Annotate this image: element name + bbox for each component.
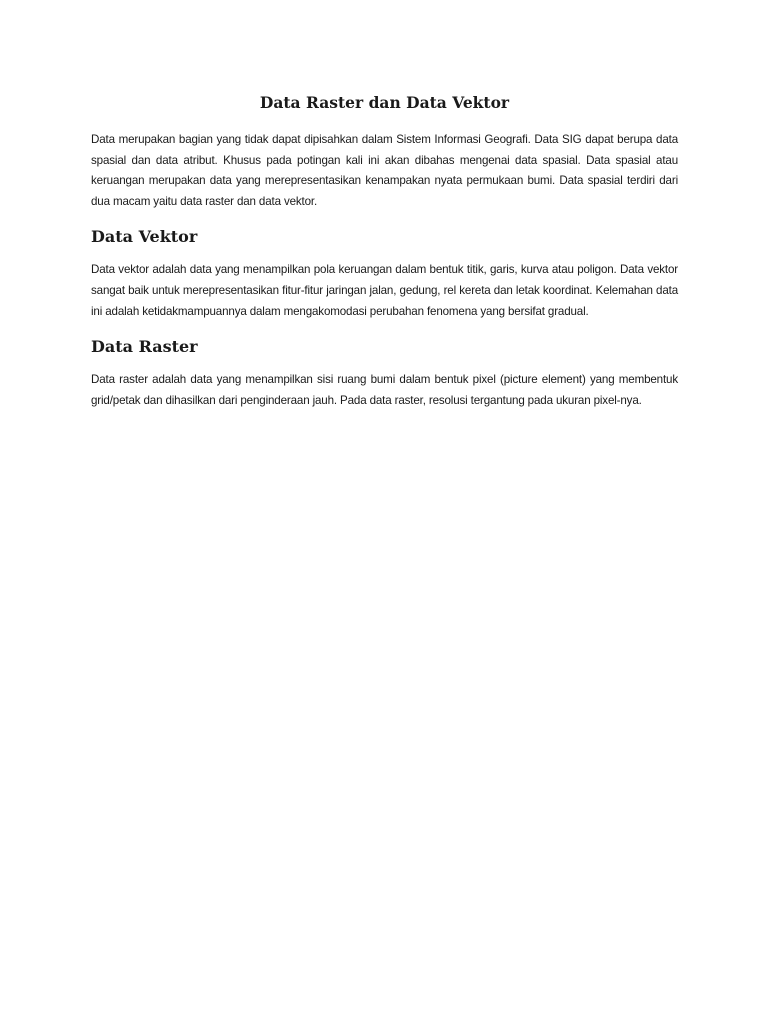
intro-paragraph: Data merupakan bagian yang tidak dapat dipisahkan dalam Sistem Informasi Geografi. Data SIG dapat berupa data spasial dan data atribut. Khusus pada potingan kali ini akan dibahas mengenai data spasial. Data spasial atau keruangan merupakan data yang merepresentasikan kenampakan nyata permukaan bumi. Data spasial terdiri dari dua macam yaitu data raster dan data vektor. <box>91 133 678 208</box>
section-heading-data-raster: Data Raster <box>91 337 198 357</box>
section-heading-data-vektor: Data Vektor <box>91 227 198 247</box>
section-body-data-raster: Data raster adalah data yang menampilkan sisi ruang bumi dalam bentuk pixel (picture element) yang membentuk grid/petak dan dihasilkan dari penginderaan jauh. Pada data raster, resolusi tergantung pada ukuran pixel-nya. <box>91 373 678 407</box>
document-content <box>91 93 678 411</box>
section-body-data-vektor: Data vektor adalah data yang menampilkan pola keruangan dalam bentuk titik, garis, kurva atau poligon. Data vektor sangat baik untuk merepresentasikan fitur-fitur jaringan jalan, gedung, rel kereta dan letak koordinat. Kelemahan data ini adalah ketidakmampuannya dalam mengakomodasi perubahan fenomena yang bersifat gradual. <box>91 263 678 318</box>
document-title: Data Raster dan Data Vektor <box>259 93 510 112</box>
